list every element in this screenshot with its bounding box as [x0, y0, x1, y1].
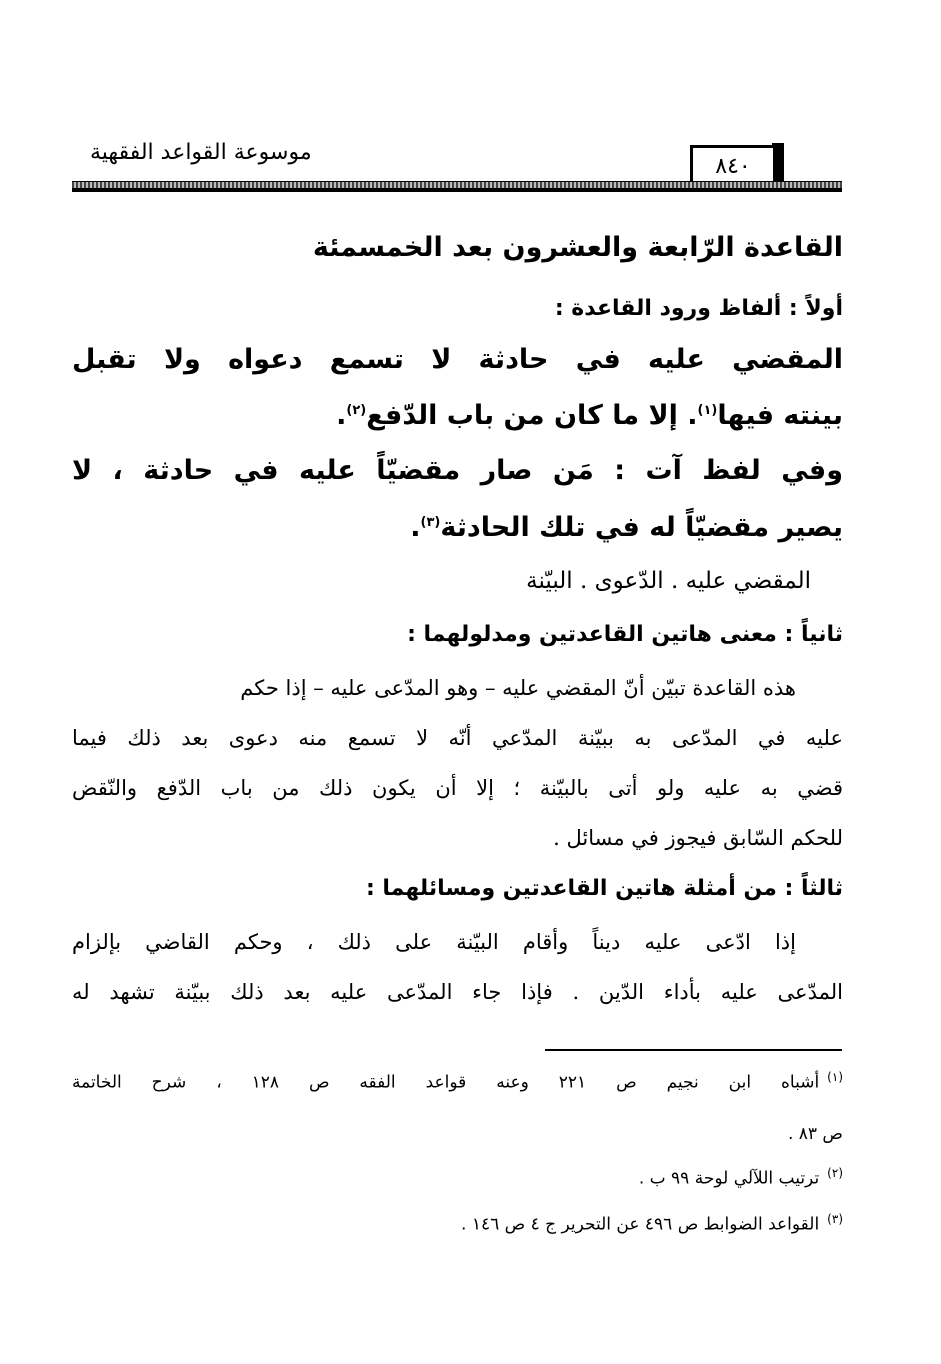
section3-heading: ثالثاً : من أمثلة هاتين القاعدتين ومسائلهما :	[365, 876, 843, 901]
footnote-1-continuation: ص ٨٣ .	[787, 1124, 843, 1144]
rule-text-line-2-a: بينته فيها	[717, 400, 843, 431]
section3-line-1: إذا ادّعى عليه ديناً وأقام البيّنة على ذلك ، وحكم القاضي بإلزام	[72, 930, 796, 954]
rule-text-line-4-b: .	[410, 512, 421, 543]
footnote-separator	[545, 1049, 842, 1051]
header-rule	[72, 181, 842, 188]
footnote-1-text: أشباه ابن نجيم ص ٢٢١ وعنه قواعد الفقه ص ١٢٨ ، شرح الخاتمة	[72, 1072, 820, 1093]
footnote-2	[639, 1166, 843, 1189]
footnote-ref-2[interactable]: (٢)	[346, 403, 367, 418]
rule-text-line-2-c: .	[336, 400, 347, 431]
footnote-ref-1[interactable]: (١)	[697, 403, 718, 418]
section2-line-3: قضي به عليه ولو أتى بالبيّنة ؛ إلا أن يكون ذلك من باب الدّفع والنّقض	[72, 776, 843, 800]
section3-line-2: المدّعى عليه بأداء الدّين . فإذا جاء المدّعى عليه بعد ذلك ببيّنة تشهد له	[72, 980, 843, 1004]
rule-text-line-3: وفي لفظ آت : مَن صار مقضيّاً عليه في حادثة ، لا	[72, 455, 843, 486]
footnote-3	[461, 1212, 843, 1235]
footnote-3-text: القواعد الضوابط ص ٤٩٦ عن التحرير ج ٤ ص ١٤٦ .	[461, 1214, 820, 1235]
footnote-2-text: ترتيب اللآلي لوحة ٩٩ ب .	[638, 1168, 820, 1189]
section2-line-1: هذه القاعدة تبيّن أنّ المقضي عليه – وهو المدّعى عليه – إذا حكم	[240, 676, 796, 700]
section2-heading: ثانياً : معنى هاتين القاعدتين ومدلولهما :	[407, 622, 843, 647]
footnote-2-mark: (٢)	[827, 1166, 843, 1180]
section1-heading: أولاً : ألفاظ ورود القاعدة :	[554, 296, 843, 321]
rule-text-line-4-a: يصير مقضيّاً له في تلك الحادثة	[440, 512, 843, 543]
section2-line-2: عليه في المدّعى به ببيّنة المدّعي أنّه لا تسمع منه دعوى بعد ذلك فيما	[72, 726, 843, 750]
rule-text-line-1: المقضي عليه في حادثة لا تسمع دعواه ولا تقبل	[72, 344, 843, 375]
footnote-ref-3[interactable]: (٣)	[420, 515, 441, 530]
rule-text-line-4	[410, 512, 843, 543]
footnote-1-mark: (١)	[827, 1070, 843, 1084]
keywords: المقضي عليه . الدّعوى . البيّنة	[526, 568, 811, 594]
running-header-title: موسوعة القواعد الفقهية	[90, 140, 312, 165]
rule-title: القاعدة الرّابعة والعشرون بعد الخمسمئة	[312, 232, 843, 263]
rule-text-line-2	[336, 400, 843, 431]
footnote-3-mark: (٣)	[827, 1212, 843, 1226]
rule-text-line-2-b: . إلا ما كان من باب الدّفع	[366, 400, 698, 431]
section2-line-4: للحكم السّابق فيجوز في مسائل .	[553, 826, 843, 850]
footnote-1	[72, 1070, 843, 1093]
header-rule-bottom	[72, 188, 842, 192]
page-number: ٨٤٠	[690, 145, 776, 184]
